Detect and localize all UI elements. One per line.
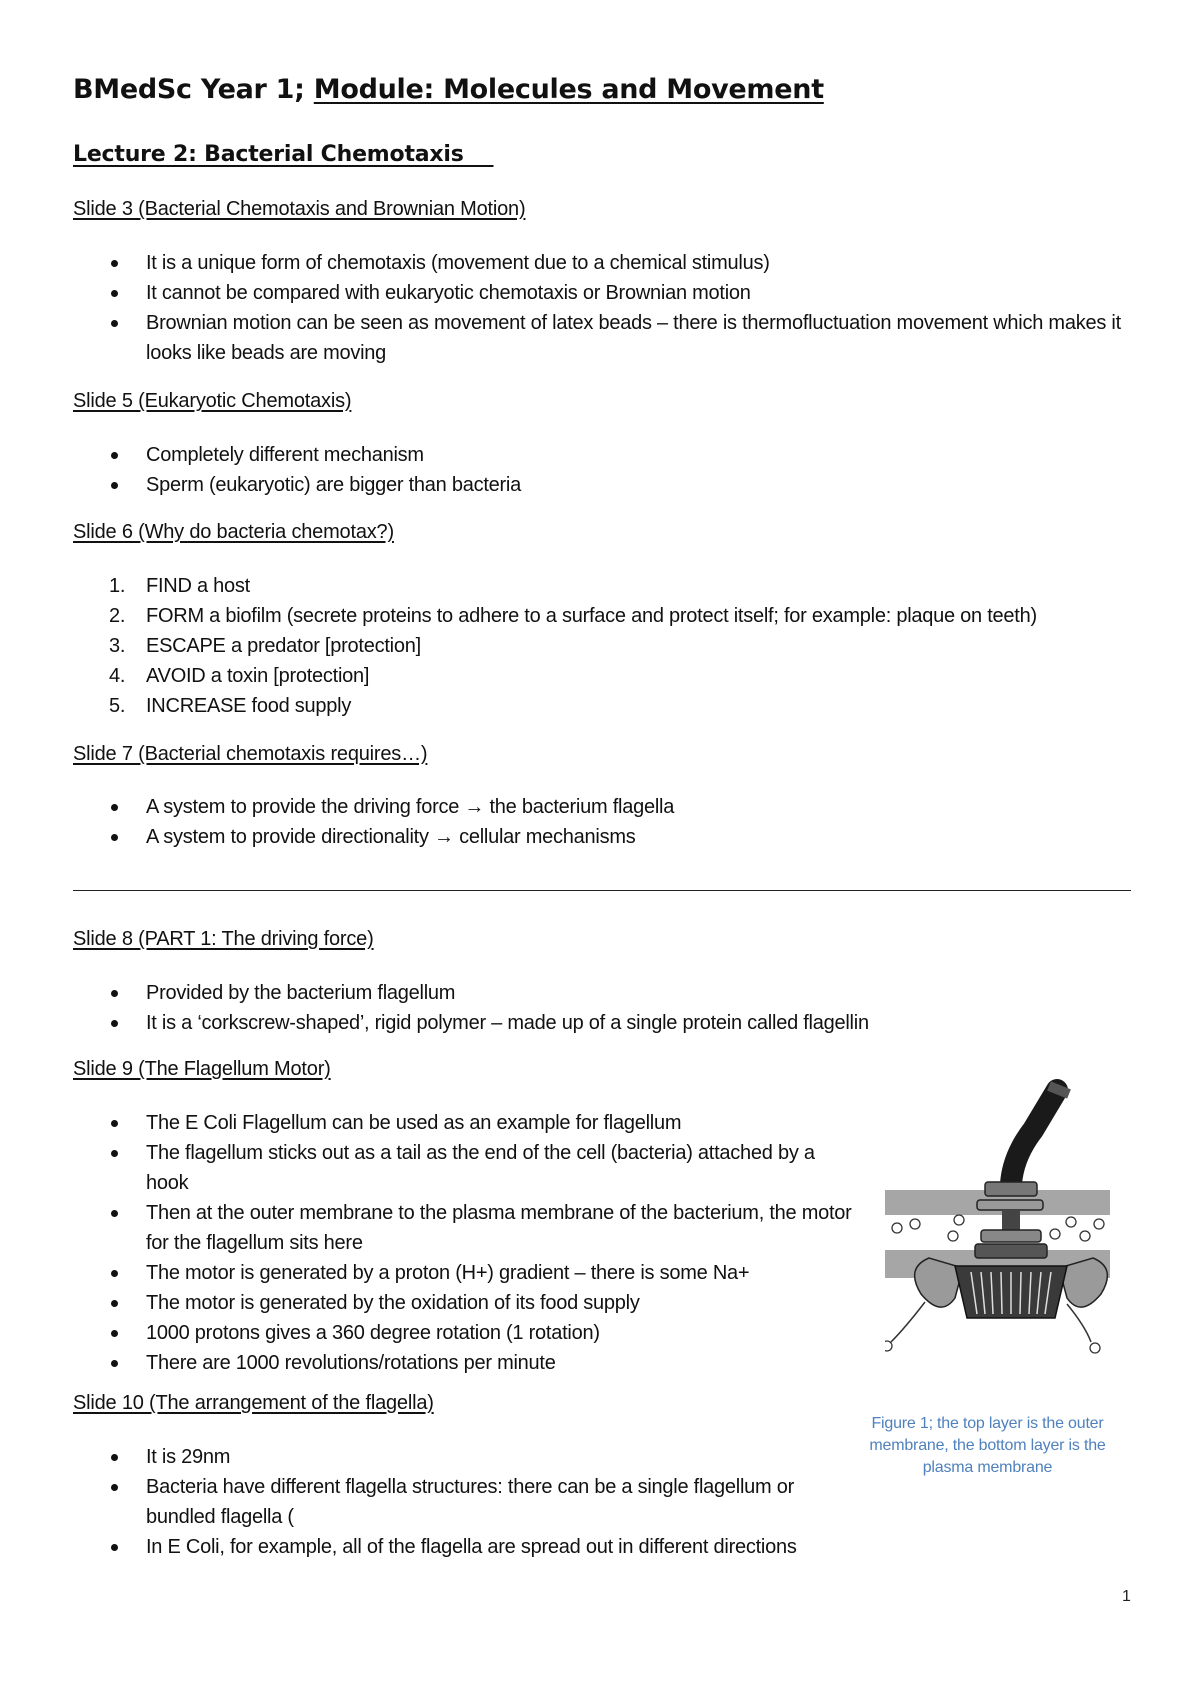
l-ring: [985, 1182, 1037, 1196]
slide6-numbered-list: [73, 571, 1173, 721]
slide3-bullets: [73, 248, 1143, 368]
bullet-item: Completely different mechanism: [73, 440, 1143, 470]
item-text: INCREASE food supply: [146, 695, 352, 717]
bullet-item: In E Coli, for example, all of the flagella are spread out in different directions: [73, 1532, 843, 1562]
bullet-item: The motor is generated by a proton (H+) gradient – there is some Na+: [73, 1258, 853, 1288]
numbered-item: [73, 601, 1173, 631]
slide8-heading: Slide 8 (PART 1: The driving force): [73, 928, 374, 950]
bullet-item: Bacteria have different flagella structures: there can be a single flagellum or bundled flagella (: [73, 1472, 843, 1532]
bullet-item: 1000 protons gives a 360 degree rotation (1 rotation): [73, 1318, 853, 1348]
item-number: 4.: [109, 665, 126, 687]
slide6-heading: Slide 6 (Why do bacteria chemotax?): [73, 521, 394, 543]
numbered-item: [73, 571, 1173, 601]
bullet-item: A system to provide directionality → cellular mechanisms: [73, 822, 1143, 852]
bullet-item: The E Coli Flagellum can be used as an example for flagellum: [73, 1108, 853, 1138]
document-title: [73, 74, 824, 105]
numbered-item: [73, 631, 1173, 661]
ms-ring: [981, 1230, 1041, 1242]
slide5-heading: Slide 5 (Eukaryotic Chemotaxis): [73, 390, 352, 412]
slide8-bullets: [73, 978, 1143, 1038]
item-text: FORM a biofilm (secrete proteins to adhere to a surface and protect itself; for example: plaque on teeth): [146, 605, 1037, 627]
bullet-item: It cannot be compared with eukaryotic chemotaxis or Brownian motion: [73, 278, 1143, 308]
slide10-heading: Slide 10 (The arrangement of the flagella): [73, 1392, 434, 1414]
horizontal-rule: [73, 890, 1131, 891]
slide7-heading: Slide 7 (Bacterial chemotaxis requires…): [73, 743, 428, 765]
rod: [1002, 1210, 1020, 1230]
slide10-bullets: [73, 1442, 843, 1562]
page-number: 1: [1122, 1588, 1131, 1605]
slide5-bullets: [73, 440, 1143, 500]
item-number: 2.: [109, 605, 126, 627]
bullet-item: Provided by the bacterium flagellum: [73, 978, 1143, 1008]
bullet-item: A system to provide the driving force → the bacterium flagella: [73, 792, 1143, 822]
item-text: ESCAPE a predator [protection]: [146, 635, 421, 657]
flagellum-motor-figure: [885, 1072, 1120, 1372]
slide9-bullets: [73, 1108, 853, 1378]
item-number: 5.: [109, 695, 126, 717]
lecture-title: Lecture 2: Bacterial Chemotaxis: [73, 142, 494, 167]
item-number: 3.: [109, 635, 126, 657]
item-text: AVOID a toxin [protection]: [146, 665, 370, 687]
p-ring: [977, 1200, 1043, 1210]
bullet-item: There are 1000 revolutions/rotations per minute: [73, 1348, 853, 1378]
bullet-item: The flagellum sticks out as a tail as the end of the cell (bacteria) attached by a hook: [73, 1138, 853, 1198]
numbered-item: [73, 661, 1173, 691]
bullet-item: It is a ‘corkscrew-shaped’, rigid polymer – made up of a single protein called flagellin: [73, 1008, 1143, 1038]
slide3-heading: Slide 3 (Bacterial Chemotaxis and Brownian Motion): [73, 198, 526, 220]
bullet-item: It is 29nm: [73, 1442, 843, 1472]
numbered-item: [73, 691, 1173, 721]
item-text: FIND a host: [146, 575, 250, 597]
bullet-item: Then at the outer membrane to the plasma membrane of the bacterium, the motor for the flagellum sits here: [73, 1198, 853, 1258]
bullet-item: The motor is generated by the oxidation of its food supply: [73, 1288, 853, 1318]
rotor: [975, 1244, 1047, 1258]
title-module: Module: Molecules and Movement: [313, 74, 824, 105]
bullet-item: Sperm (eukaryotic) are bigger than bacteria: [73, 470, 1143, 500]
title-prefix: BMedSc Year 1;: [73, 74, 314, 105]
flagellum-hook: [1011, 1090, 1057, 1184]
bullet-item: Brownian motion can be seen as movement of latex beads – there is thermofluctuation movement which makes it looks like beads are moving: [73, 308, 1143, 368]
item-number: 1.: [109, 575, 126, 597]
slide7-bullets: [73, 792, 1143, 852]
slide9-heading: Slide 9 (The Flagellum Motor): [73, 1058, 331, 1080]
figure-caption: Figure 1; the top layer is the outer membrane, the bottom layer is the plasma membrane: [869, 1415, 1106, 1476]
bullet-item: It is a unique form of chemotaxis (movement due to a chemical stimulus): [73, 248, 1143, 278]
